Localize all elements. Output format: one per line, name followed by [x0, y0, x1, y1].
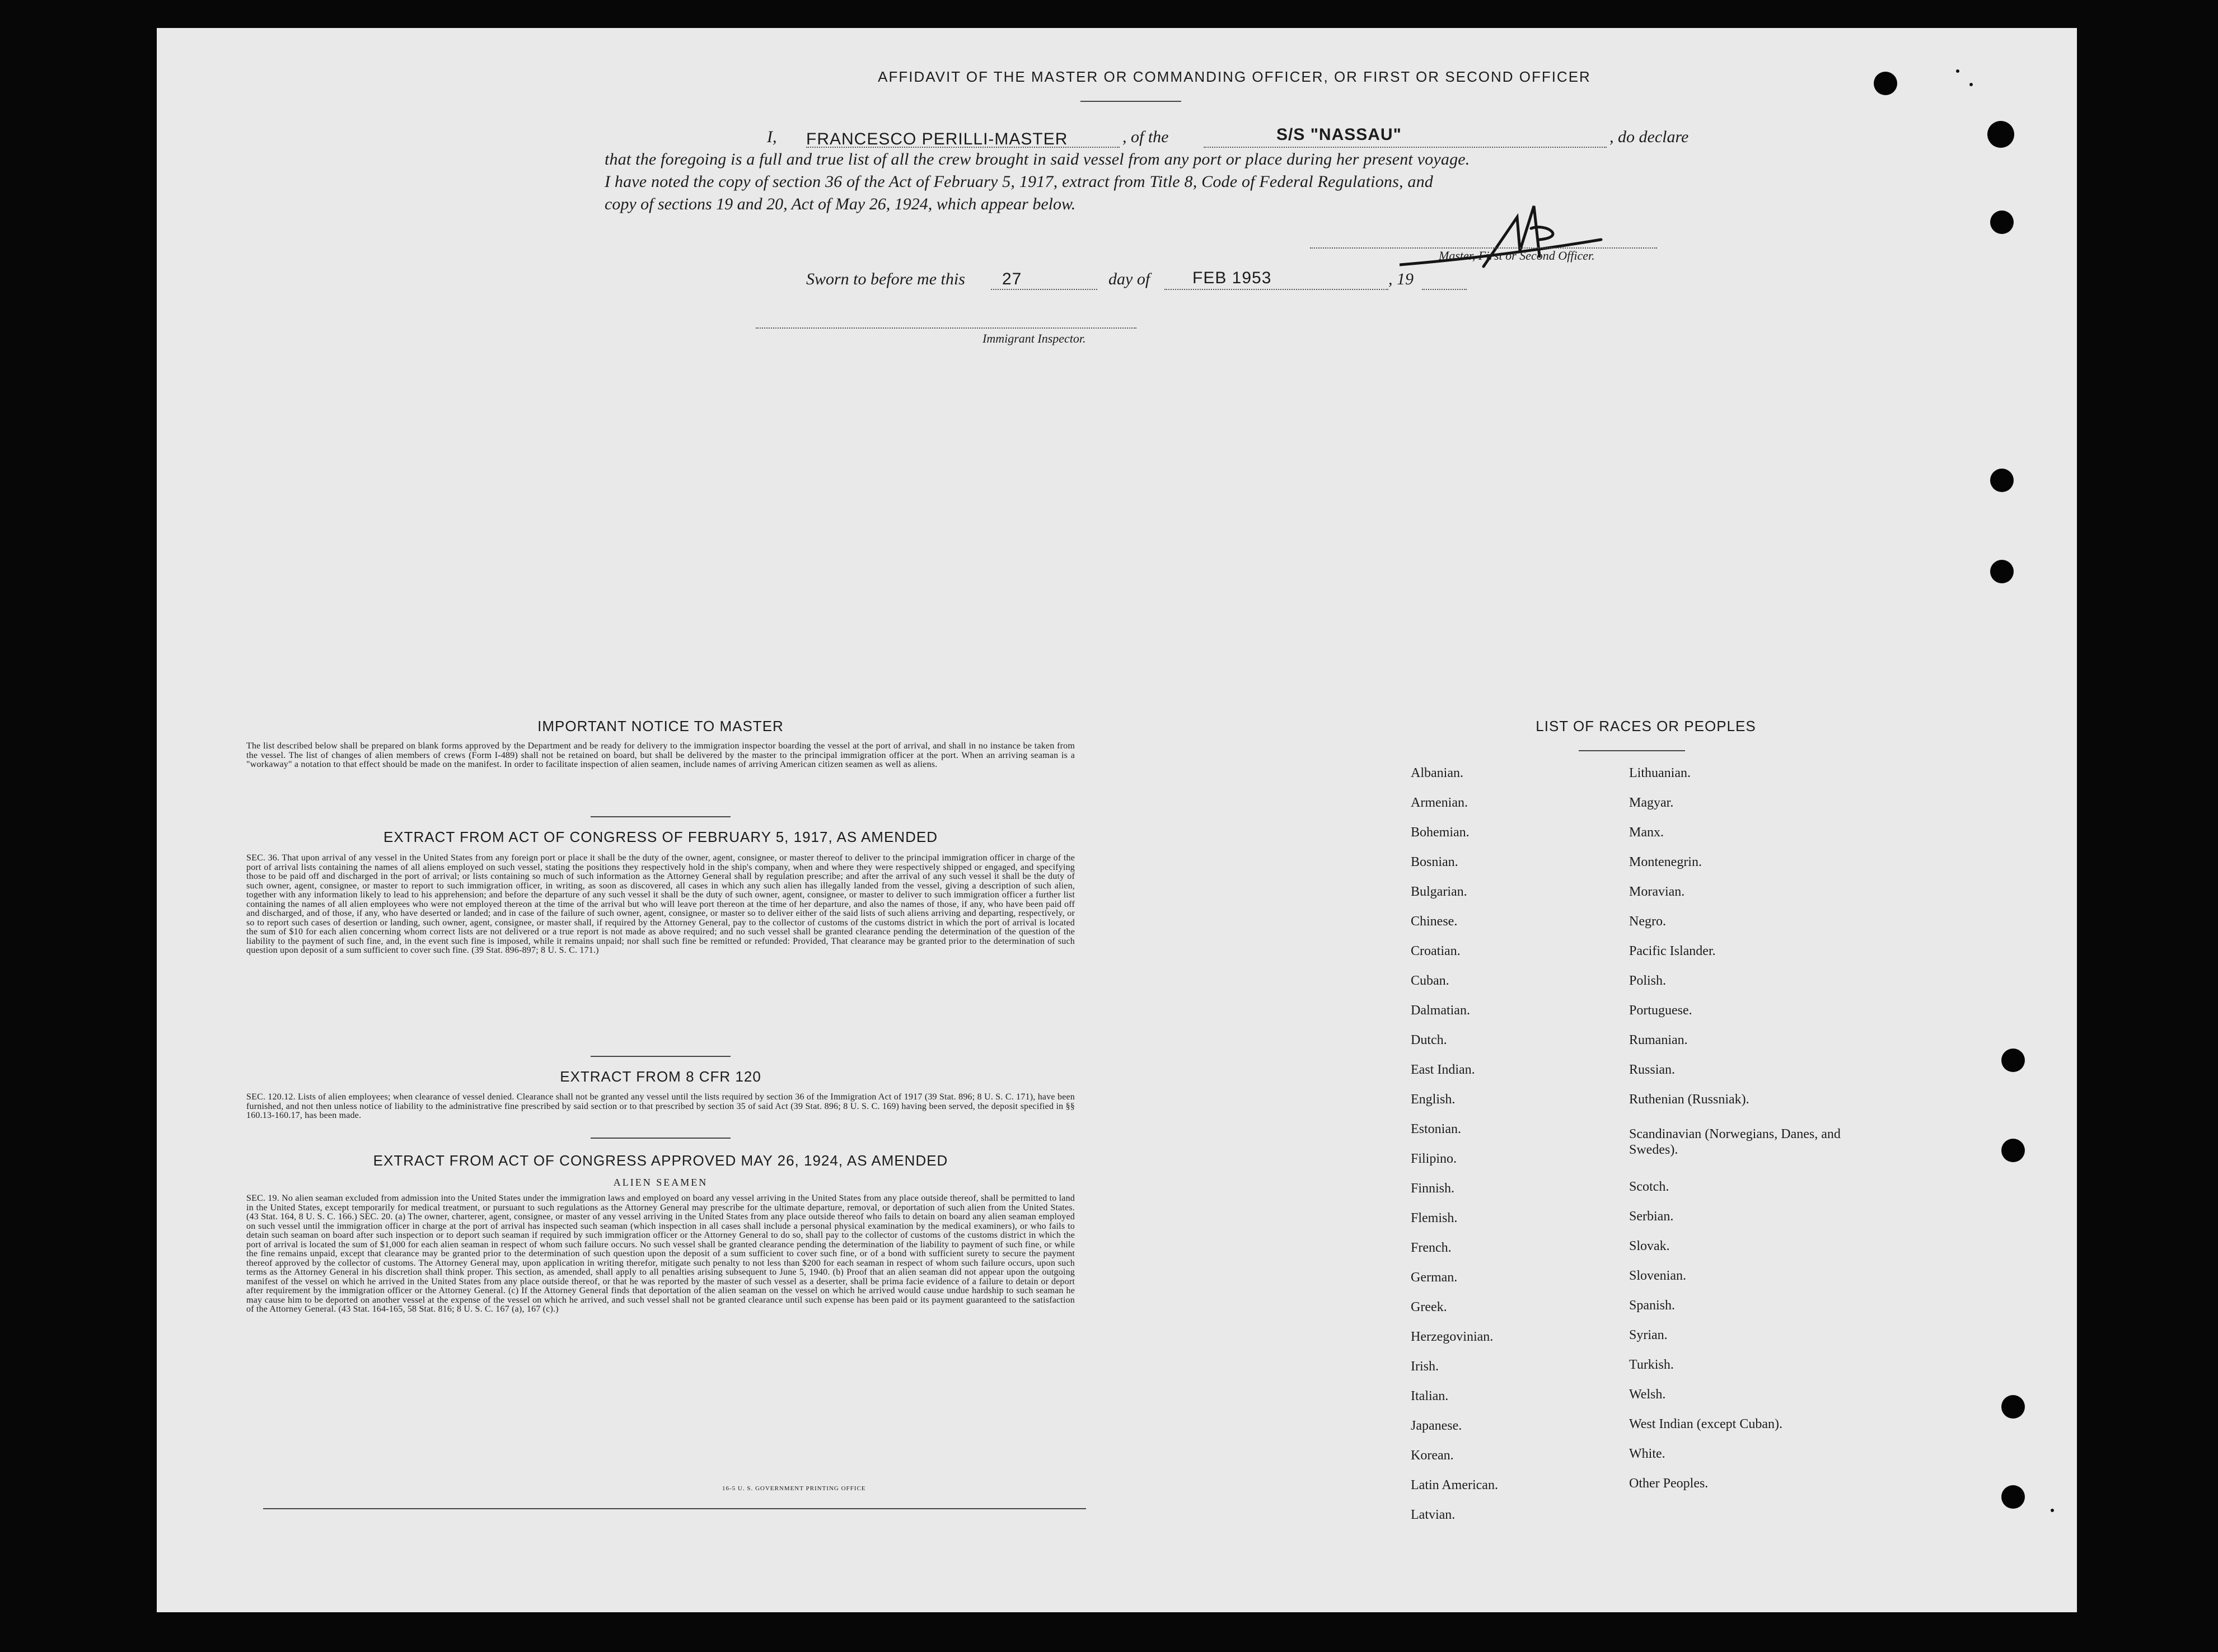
sworn-day: 27 [1002, 270, 1022, 288]
list-item: Filipino. [1411, 1152, 1457, 1166]
notice-divider [591, 816, 731, 817]
list-item: Bohemian. [1411, 825, 1470, 840]
list-item: Dutch. [1411, 1033, 1447, 1047]
list-item: Bulgarian. [1411, 885, 1467, 899]
vessel-name-line [1204, 147, 1607, 148]
list-item: Negro. [1629, 914, 1666, 929]
list-item: Portuguese. [1629, 1003, 1692, 1018]
list-item: Latin American. [1411, 1478, 1498, 1492]
list-item: Flemish. [1411, 1211, 1458, 1225]
punch-hole [2001, 1139, 2025, 1162]
races-column-2 [1629, 766, 1864, 1506]
list-item: Irish. [1411, 1359, 1439, 1374]
list-item: Latvian. [1411, 1508, 1456, 1522]
punch-hole [1874, 72, 1897, 95]
extract-cfr-text: SEC. 120.12. Lists of alien employees; when clearance of vessel denied. Clearance shall not be granted any vessel until the lists required by section 36 of the Immigration Act of 1917 (39 Stat. 896; 8 U. S. C. 171), have been furnished, and not then unless notice of liability to the administrative fine prescribed by said section or to that prescribed by section 35 of said Act (39 Stat. 896; 8 U. S. C. 169) having been served, the deposit specified in §§ 160.13-160.17, has been made. [246, 1092, 1075, 1120]
list-item: Magyar. [1629, 795, 1674, 810]
inspector-caption: Immigrant Inspector. [982, 331, 1086, 345]
scan-speck [2051, 1509, 2054, 1512]
list-item: White. [1629, 1447, 1665, 1461]
list-item: Bosnian. [1411, 855, 1458, 869]
scan-speck [1969, 83, 1973, 86]
punch-hole [1990, 469, 2014, 492]
list-item: Polish. [1629, 974, 1667, 988]
master-name: FRANCESCO PERILLI-MASTER [806, 130, 1068, 148]
list-item: Slovak. [1629, 1239, 1670, 1253]
list-item: Lithuanian. [1629, 766, 1691, 780]
year-label: , 19 [1388, 270, 1414, 288]
list-item: West Indian (except Cuban). [1629, 1417, 1782, 1431]
list-item: Croatian. [1411, 944, 1461, 958]
list-item: Pacific Islander. [1629, 944, 1716, 958]
list-item: Slovenian. [1629, 1269, 1686, 1283]
list-item: East Indian. [1411, 1063, 1475, 1077]
declaration-line-3: I have noted the copy of section 36 of the Act of February 5, 1917, extract from Title 8, Code of Federal Regulations, and [605, 172, 1433, 191]
inspector-signature-line [756, 327, 1136, 329]
extract-cfr-divider [591, 1138, 731, 1139]
sworn-label: Sworn to before me this [806, 270, 965, 288]
list-item: Manx. [1629, 825, 1664, 840]
printer-code: 16-5 U. S. GOVERNMENT PRINTING OFFICE [722, 1485, 866, 1492]
punch-hole [2001, 1049, 2025, 1072]
alien-seamen-subheading: ALIEN SEAMEN [613, 1177, 708, 1188]
i-label: I, [767, 128, 777, 146]
extract-1917-divider [591, 1056, 731, 1057]
master-name-line [806, 147, 1120, 148]
document-page [157, 28, 2077, 1612]
list-item: Spanish. [1629, 1298, 1676, 1313]
sworn-day-line [991, 289, 1097, 290]
list-item: Montenegrin. [1629, 855, 1702, 869]
punch-hole [2001, 1485, 2025, 1509]
list-item: Korean. [1411, 1448, 1454, 1463]
sworn-month-line [1164, 289, 1388, 290]
list-item: Chinese. [1411, 914, 1458, 929]
of-the-label: , of the [1122, 128, 1169, 146]
list-item: Turkish. [1629, 1358, 1674, 1372]
day-of-label: day of [1108, 270, 1150, 288]
year-line [1422, 289, 1467, 290]
list-item: Italian. [1411, 1389, 1449, 1403]
declare-label: , do declare [1609, 128, 1689, 146]
punch-hole [1987, 121, 2014, 148]
punch-hole [1990, 560, 2014, 583]
extract-1924-heading: EXTRACT FROM ACT OF CONGRESS APPROVED MAY 26, 1924, AS AMENDED [373, 1152, 948, 1169]
list-item: Other Peoples. [1629, 1476, 1709, 1491]
declaration-line-2: that the foregoing is a full and true list of all the crew brought in said vessel from any port or place during her present voyage. [605, 150, 1470, 169]
list-item: Armenian. [1411, 795, 1468, 810]
list-item: Albanian. [1411, 766, 1463, 780]
list-item: Dalmatian. [1411, 1003, 1470, 1018]
list-item: Japanese. [1411, 1419, 1462, 1433]
list-item: Ruthenian (Russniak). [1629, 1092, 1749, 1107]
list-item: Greek. [1411, 1300, 1447, 1314]
list-item: Estonian. [1411, 1122, 1461, 1136]
list-item: Scotch. [1629, 1180, 1669, 1194]
notice-heading: IMPORTANT NOTICE TO MASTER [537, 718, 784, 734]
bottom-rule [263, 1508, 1086, 1509]
declaration-line-4: copy of sections 19 and 20, Act of May 26, 1924, which appear below. [605, 195, 1076, 213]
sworn-month: FEB 1953 [1192, 269, 1272, 287]
races-divider [1579, 750, 1685, 751]
scan-speck [1956, 69, 1959, 73]
list-item: Cuban. [1411, 974, 1449, 988]
list-item: Herzegovinian. [1411, 1330, 1494, 1344]
punch-hole [1990, 210, 2014, 234]
list-item: Syrian. [1629, 1328, 1668, 1342]
list-item: English. [1411, 1092, 1456, 1107]
list-item: Rumanian. [1629, 1033, 1688, 1047]
list-item: Finnish. [1411, 1181, 1455, 1196]
list-item: Welsh. [1629, 1387, 1666, 1402]
list-item: French. [1411, 1241, 1452, 1255]
affidavit-title: AFFIDAVIT OF THE MASTER OR COMMANDING OFFICER, OR FIRST OR SECOND OFFICER [878, 68, 1591, 85]
list-item: German. [1411, 1270, 1458, 1285]
extract-cfr-heading: EXTRACT FROM 8 CFR 120 [560, 1068, 761, 1085]
master-signature [1400, 184, 1691, 296]
punch-hole [2001, 1395, 2025, 1419]
title-divider [1080, 101, 1181, 102]
extract-1917-text: SEC. 36. That upon arrival of any vessel in the United States from any foreign port or place it shall be the duty of the owner, agent, consignee, or master thereof to deliver to the principal immigration officer in charge of the port of arrival lists containing the names of all aliens employed on such vessel, stating the positions they respectively hold in the ship's company, when and where they were respectively shipped or engaged, and specifying those to be paid off and discharged in the port of arrival; or lists containing so much of such information as the Attorney General shall by regulation prescribe; and after the arrival of any such vessel it shall be the duty of such owner, agent, consignee, or master to report to such immigration officer, in writing, as soon as discovered, all cases in which any such alien has illegally landed from the vessel, giving a description of such alien, together with any information likely to lead to his apprehension; and before the departure of any such vessel it shall be the duty of such owner, agent, consignee, or master to deliver to such immigration officer a further list containing the names of all alien employees who were not employed thereon at the time of the arrival but who will leave port thereon at the time of her departure, and also the names of those, if any, who have been paid off and discharged, and of those, if any, who have deserted or landed; and in case of the failure of such owner, agent, consignee, or master so to deliver either of the said lists of such aliens arriving and departing, respectively, or so to report such cases of desertion or landing, such owner, agent, consignee, or master shall, if required by the Attorney General, pay to the collector of customs of the customs district in which the port of arrival is located the sum of $10 for each alien concerning whom correct lists are not delivered or a true report is not made as above required; and no such vessel shall be granted clearance pending the determination of the question of the liability to the payment of such fine, and, in the event such fine is imposed, while it remains unpaid; nor shall such fine be remitted or refunded: Provided, That clearance may be granted prior to the determination of such question upon deposit of a sum sufficient to cover such fine. (39 Stat. 896-897; 8 U. S. C. 171.) [246, 853, 1075, 955]
extract-1917-heading: EXTRACT FROM ACT OF CONGRESS OF FEBRUARY 5, 1917, AS AMENDED [383, 829, 938, 845]
notice-text: The list described below shall be prepared on blank forms approved by the Department and be ready for delivery to the immigration inspector boarding the vessel at the port of arrival, and shall in no instance be taken from the vessel. The list of changes of alien members of crews (Form I-489) shall not be retained on board, but shall be delivered by the master to the principal immigration officer at the port. When an arriving seaman is a "workaway" a notation to that effect should be made on the manifest. In order to facilitate inspection of alien seamen, include names of arriving American citizen seamen as well as aliens. [246, 741, 1075, 769]
list-item: Serbian. [1629, 1209, 1674, 1224]
list-item: Russian. [1629, 1063, 1676, 1077]
vessel-name: S/S "NASSAU" [1276, 125, 1402, 144]
list-item: Moravian. [1629, 885, 1685, 899]
list-item: Scandinavian (Norwegians, Danes, and Swedes). [1629, 1127, 1841, 1157]
extract-1924-text: SEC. 19. No alien seaman excluded from admission into the United States under the immigration laws and employed on board any vessel arriving in the United States from any place outside thereof, shall be permitted to land in the United States, except temporarily for medical treatment, or pursuant to such regulations as the Attorney General may prescribe for the ultimate departure, removal, or deportation of such alien from the United States. (43 Stat. 164, 8 U. S. C. 166.) SEC. 20. (a) The owner, charterer, agent, consignee, or master of any vessel arriving in the United States from any place outside thereof who fails to detain on board any alien seaman employed on such vessel until the immigration officer in charge at the port of arrival has inspected such seaman (which inspection in all cases shall include a personal physical examination by the medical examiners), or who fails to detain such seaman on board after such inspection or to deport such seaman if required by such immigration officer or the Attorney General to do so, shall pay to the collector of customs of the customs district in which the port of arrival is located the sum of $1,000 for each alien seaman in respect of whom such failure occurs. No such vessel shall be granted clearance pending the determination of the liability to payment of such fine, or while the fine remains unpaid, except that clearance may be granted prior to the determination of such question upon the deposit of a sum sufficient to cover such fine, or of a bond with sufficient surety to secure the payment thereof approved by the collector of customs. The Attorney General may, upon application in writing therefor, mitigate such penalty to not less than $200 for each seaman in respect of whom such failure occurs, upon such terms as the Attorney General in his discretion shall think proper. This section, as amended, shall apply to all penalties arising subsequent to June 5, 1940. (b) Proof that an alien seaman did not appear upon the outgoing manifest of the vessel on which he arrived in the United States from any place outside thereof, or that he was reported by the master of such vessel as a deserter, shall be prima facie evidence of a failure to detain or deport after requirement by the immigration officer or the Attorney General. (c) If the Attorney General finds that deportation of the alien seaman on the vessel on which he arrived would cause undue hardship to such seaman he may cause him to be deported on another vessel at the expense of the vessel on which he arrived, and such vessel shall not be granted clearance until such expense has been paid or its payment guaranteed to the satisfaction of the Attorney General. (43 Stat. 164-165, 58 Stat. 816; 8 U. S. C. 167 (a), 167 (c).) [246, 1194, 1075, 1314]
signature-caption: Master, First or Second Officer. [1439, 249, 1595, 263]
races-heading: LIST OF RACES OR PEOPLES [1536, 718, 1756, 734]
races-column-1 [1411, 766, 1612, 1537]
